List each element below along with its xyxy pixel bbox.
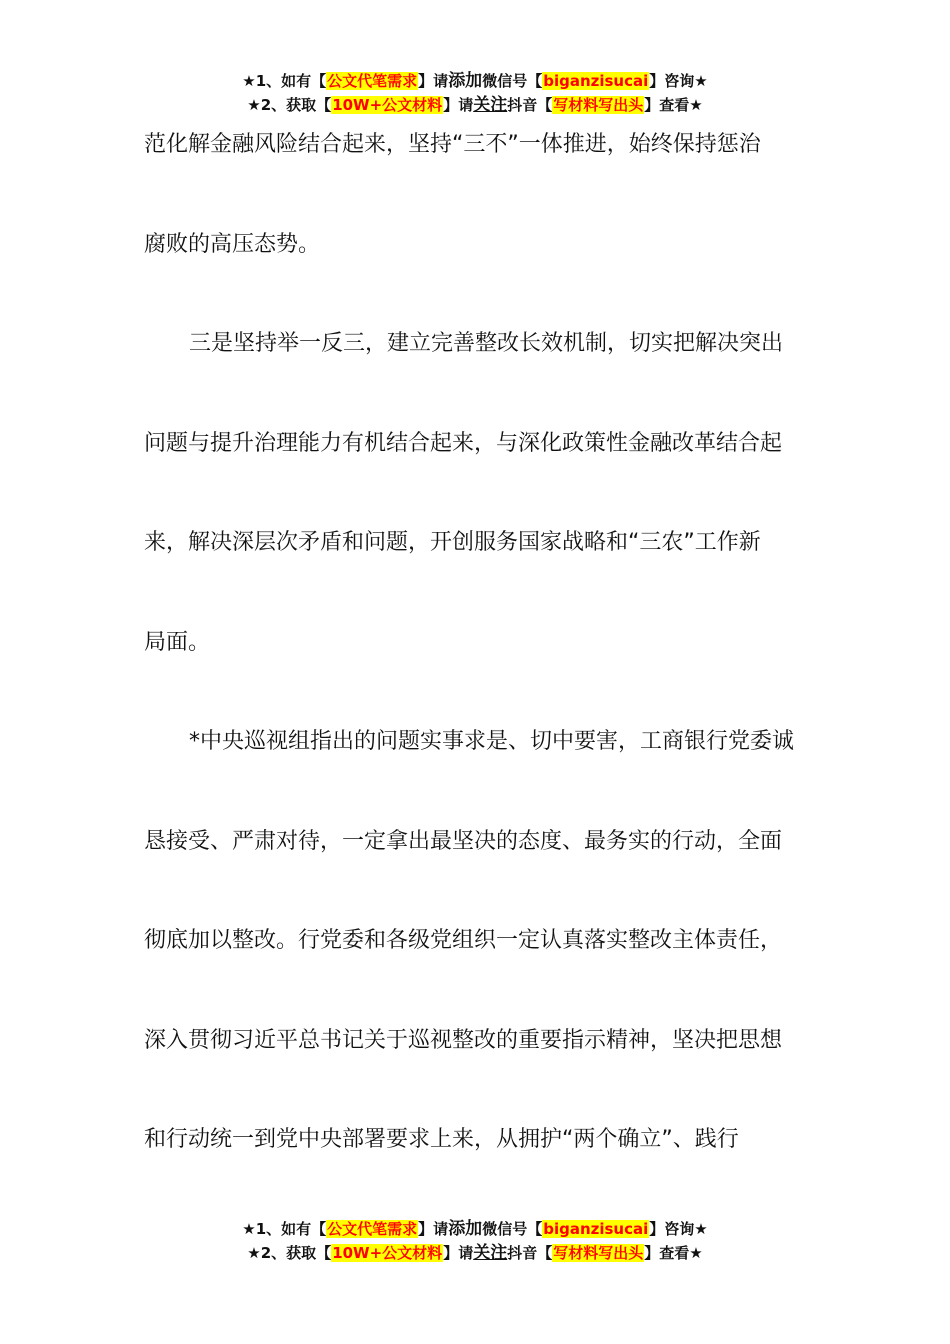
banner-text: ★1、如有【	[242, 1220, 327, 1238]
banner-text: ★2、获取【	[247, 1244, 332, 1262]
body-line: *中央巡视组指出的问题实事求是、切中要害，工商银行党委诚	[189, 729, 795, 754]
highlight-douyin-account: 写材料写出头	[553, 1244, 644, 1262]
banner-text: 】请	[443, 1244, 474, 1262]
banner-text: 微信号【	[482, 1220, 543, 1238]
highlight-wechat-id: biganzisucai	[543, 1220, 649, 1238]
banner-text: 】咨询★	[649, 1220, 708, 1238]
banner-text: 】查看★	[644, 96, 703, 114]
highlight-service: 公文代笔需求	[327, 1220, 418, 1238]
body-line: 问题与提升治理能力有机结合起来，与深化政策性金融改革结合起	[144, 430, 783, 456]
body-line: 深入贯彻习近平总书记关于巡视整改的重要指示精神，坚决把思想	[144, 1027, 783, 1053]
body-line: 来，解决深层次矛盾和问题，开创服务国家战略和“三农”工作新	[144, 530, 761, 555]
banner-text: 】查看★	[644, 1244, 703, 1262]
emphasis-add: 添加	[448, 1219, 483, 1239]
highlight-service: 公文代笔需求	[327, 72, 418, 90]
body-line: 三是坚持举一反三，建立完善整改长效机制，切实把解决突出	[189, 331, 784, 356]
banner-text: 抖音【	[507, 1244, 553, 1262]
header-banner	[0, 69, 950, 117]
document-body	[144, 120, 809, 1215]
body-line: 恳接受、严肃对待，一定拿出最坚决的态度、最务实的行动，全面	[144, 828, 783, 854]
banner-text: 抖音【	[507, 96, 553, 114]
highlight-douyin-account: 写材料写出头	[553, 96, 644, 114]
body-line: 彻底加以整改。行党委和各级党组织一定认真落实整改主体责任，	[144, 928, 783, 953]
emphasis-follow: 关注	[473, 1243, 508, 1263]
banner-text: 】咨询★	[649, 72, 708, 90]
body-line: 和行动统一到党中央部署要求上来，从拥护“两个确立”、践行	[144, 1127, 739, 1152]
emphasis-follow: 关注	[473, 95, 508, 115]
banner-text: 】请	[418, 1220, 449, 1238]
banner-line-1	[0, 69, 950, 93]
body-line: 腐败的高压态势。	[144, 231, 321, 257]
footer-banner	[0, 1217, 950, 1265]
banner-text: 】请	[418, 72, 449, 90]
banner-text: 微信号【	[482, 72, 543, 90]
highlight-materials: 10W+公文材料	[332, 96, 443, 114]
banner-text: ★1、如有【	[242, 72, 327, 90]
banner-line-2	[0, 1241, 950, 1265]
highlight-materials: 10W+公文材料	[332, 1244, 443, 1262]
emphasis-add: 添加	[448, 71, 483, 91]
body-line: 局面。	[144, 629, 211, 655]
body-line: 范化解金融风险结合起来，坚持“三不”一体推进，始终保持惩治	[144, 132, 761, 157]
highlight-wechat-id: biganzisucai	[543, 72, 649, 90]
banner-text: ★2、获取【	[247, 96, 332, 114]
banner-line-1	[0, 1217, 950, 1241]
banner-line-2	[0, 93, 950, 117]
banner-text: 】请	[443, 96, 474, 114]
